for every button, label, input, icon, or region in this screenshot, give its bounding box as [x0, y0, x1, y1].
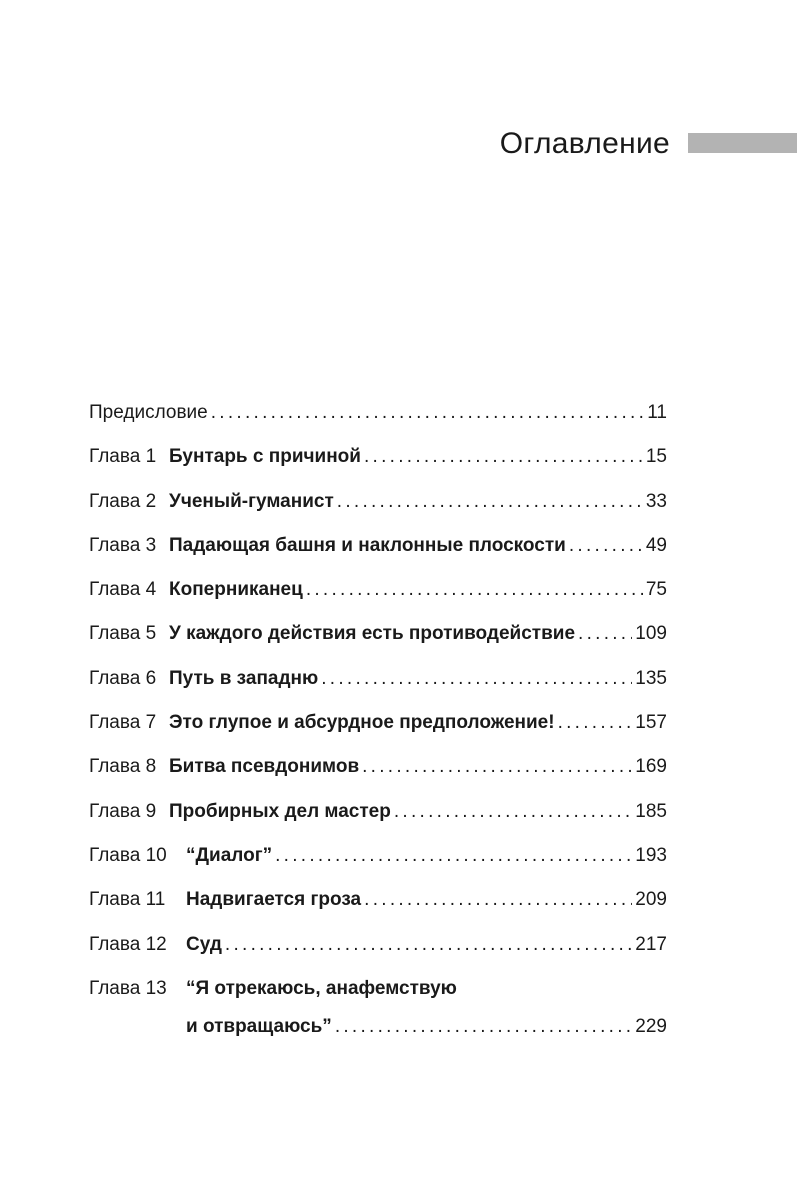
toc-entry-chapter-13[interactable] — [89, 974, 667, 1050]
dot-leader — [569, 531, 643, 561]
chapter-number: Глава 13 — [89, 977, 167, 999]
dot-leader — [558, 708, 633, 738]
chapter-title: Надвигается гроза — [186, 889, 362, 911]
toc-entry-preface[interactable] — [89, 398, 667, 442]
toc-page-number: 15 — [645, 446, 667, 468]
page-title: Оглавление — [499, 127, 670, 160]
dot-leader — [362, 752, 632, 782]
chapter-number: Глава 4 — [89, 579, 157, 601]
chapter-title: Путь в западню — [169, 667, 319, 689]
chapter-title: “Диалог” — [186, 844, 273, 866]
chapter-number: Глава 11 — [89, 889, 166, 911]
chapter-number: Глава 2 — [89, 490, 157, 512]
dot-leader — [337, 487, 643, 517]
toc-entry-chapter-6[interactable] — [89, 664, 667, 708]
dot-leader — [335, 1012, 632, 1042]
toc-page-number: 33 — [645, 490, 667, 512]
chapter-title: Пробирных дел мастер — [169, 800, 391, 822]
chapter-title: Суд — [186, 933, 222, 955]
chapter-number: Глава 8 — [89, 756, 157, 778]
toc-entry-chapter-8[interactable] — [89, 752, 667, 796]
dot-leader — [394, 797, 632, 827]
chapter-title: У каждого действия есть противодействие — [169, 623, 576, 645]
chapter-number: Глава 12 — [89, 933, 167, 955]
toc-entry-chapter-4[interactable] — [89, 575, 667, 619]
chapter-number: Глава 7 — [89, 712, 157, 734]
chapter-number: Глава 1 — [89, 446, 157, 468]
chapter-number: Глава 6 — [89, 667, 157, 689]
chapter-title: Ученый-гуманист — [169, 490, 334, 512]
dot-leader — [275, 841, 632, 871]
toc-page-number: 185 — [635, 800, 667, 822]
toc-entry-chapter-1[interactable] — [89, 442, 667, 486]
toc-entry-chapter-2[interactable] — [89, 487, 667, 531]
toc-entry-chapter-12[interactable] — [89, 930, 667, 974]
chapter-number: Глава 3 — [89, 534, 157, 556]
toc-entry-chapter-9[interactable] — [89, 797, 667, 841]
toc-page-number: 209 — [635, 889, 667, 911]
dot-leader — [321, 664, 632, 694]
toc-page-number: 157 — [635, 712, 667, 734]
chapter-title-line-1: “Я отрекаюсь, анафемствую — [186, 977, 457, 999]
chapter-title: Падающая башня и наклонные плоскости — [169, 534, 566, 556]
toc-page-number: 109 — [635, 623, 667, 645]
chapter-title: Это глупое и абсурдное предположение! — [169, 712, 555, 734]
title-accent-bar — [688, 133, 797, 153]
toc-page-number: 49 — [645, 534, 667, 556]
toc-entry-chapter-3[interactable] — [89, 531, 667, 575]
dot-leader — [225, 930, 632, 960]
chapter-title: Битва псевдонимов — [169, 756, 360, 778]
toc-entry-chapter-10[interactable] — [89, 841, 667, 885]
chapter-title-line-2: и отвращаюсь” — [186, 1015, 332, 1037]
toc-page-number: 135 — [635, 667, 667, 689]
dot-leader — [578, 619, 632, 649]
toc-label: Предисловие — [89, 402, 208, 423]
chapter-title: Коперниканец — [169, 579, 303, 601]
chapter-number: Глава 9 — [89, 800, 157, 822]
chapter-title: Бунтарь с причиной — [169, 446, 361, 468]
table-of-contents — [89, 398, 667, 1050]
toc-page-number: 193 — [635, 844, 667, 866]
toc-page-number: 217 — [635, 933, 667, 955]
toc-entry-chapter-5[interactable] — [89, 619, 667, 663]
dot-leader — [364, 442, 643, 472]
toc-page-number: 169 — [635, 756, 667, 778]
toc-page-number: 229 — [635, 1015, 667, 1037]
toc-page-number: 75 — [645, 579, 667, 601]
dot-leader — [306, 575, 643, 605]
dot-leader — [364, 885, 632, 915]
chapter-number: Глава 10 — [89, 844, 167, 866]
dot-leader — [211, 398, 645, 428]
toc-entry-chapter-11[interactable] — [89, 885, 667, 929]
toc-entry-chapter-7[interactable] — [89, 708, 667, 752]
chapter-number: Глава 5 — [89, 623, 157, 645]
toc-page-number: 11 — [647, 402, 667, 423]
